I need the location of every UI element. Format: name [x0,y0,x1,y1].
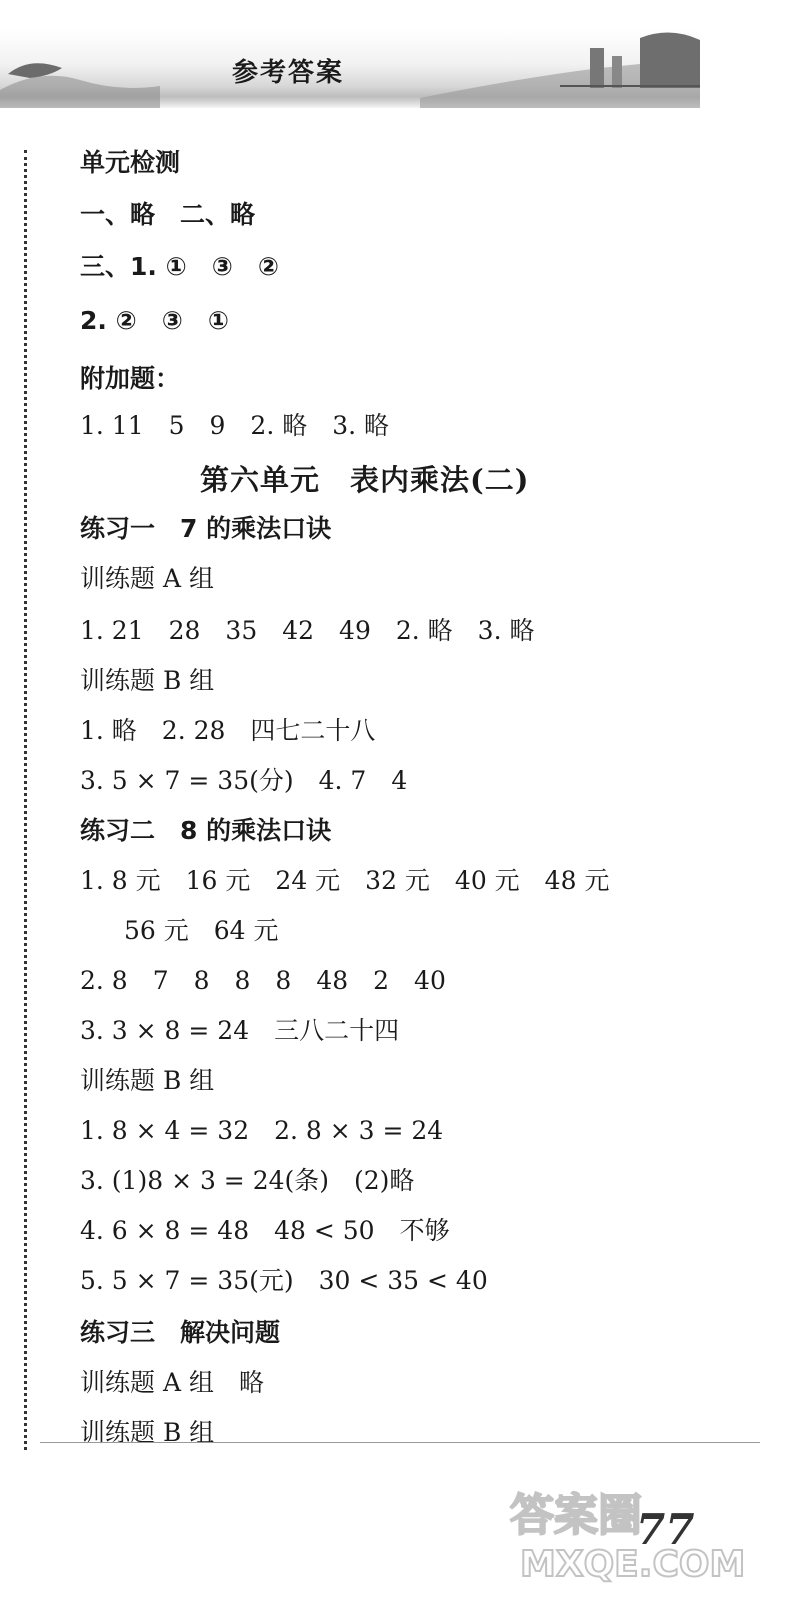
answer-line: 训练题 A 组 [80,564,214,593]
answer-line: 2. 8 7 8 8 8 48 2 40 [80,966,446,995]
page-number: 77 [636,1505,695,1554]
answer-line: 1. 8 × 4 = 32 2. 8 × 3 = 24 [80,1116,444,1145]
answer-line: 3. 3 × 8 = 24 三八二十四 [80,1016,400,1045]
boat-shape [8,63,62,78]
bottom-rule [40,1442,760,1443]
answer-line: 训练题 A 组 略 [80,1368,264,1397]
answer-line: 训练题 B 组 [80,1066,215,1095]
answer-line: 3. (1)8 × 3 = 24(条) (2)略 [80,1166,415,1195]
watermark-text: MXQE.COM [520,1544,746,1585]
answer-line: 5. 5 × 7 = 35(元) 30 < 35 < 40 [80,1266,488,1295]
answer-heading-line: 三、1. ① ③ ② [80,252,280,281]
header-decoration [0,28,700,108]
answer-line: 1. 8 元 16 元 24 元 32 元 40 元 48 元 [80,866,610,895]
answer-heading-line: 练习三 解决问题 [80,1318,281,1347]
answer-line: 训练题 B 组 [80,666,215,695]
answer-heading-line: 2. ② ③ ① [80,306,230,335]
answer-heading-line: 附加题： [80,364,181,393]
answer-heading-line: 一、略 二、略 [80,200,256,229]
answer-line: 1. 略 2. 28 四七二十八 [80,716,376,745]
answer-line: 1. 11 5 9 2. 略 3. 略 [80,411,390,440]
watermark-logo [500,1478,770,1588]
margin-dotted-line [24,150,27,1450]
answer-line: 训练题 B 组 [80,1418,215,1447]
answer-heading-line: 单元检测 [80,148,181,177]
answer-heading-line: 练习一 7 的乘法口诀 [80,514,332,543]
answer-heading-line: 练习二 8 的乘法口诀 [80,816,332,845]
section-title: 第六单元 表内乘法(二) [200,463,530,497]
answer-line: 56 元 64 元 [124,916,279,945]
watermark-logo-text: 答案圈 [510,1490,642,1541]
answer-line: 3. 5 × 7 = 35(分) 4. 7 4 [80,766,408,795]
answer-line: 4. 6 × 8 = 48 48 < 50 不够 [80,1216,450,1245]
answer-line: 1. 21 28 35 42 49 2. 略 3. 略 [80,616,535,645]
page-header-title: 参考答案 [232,58,345,88]
